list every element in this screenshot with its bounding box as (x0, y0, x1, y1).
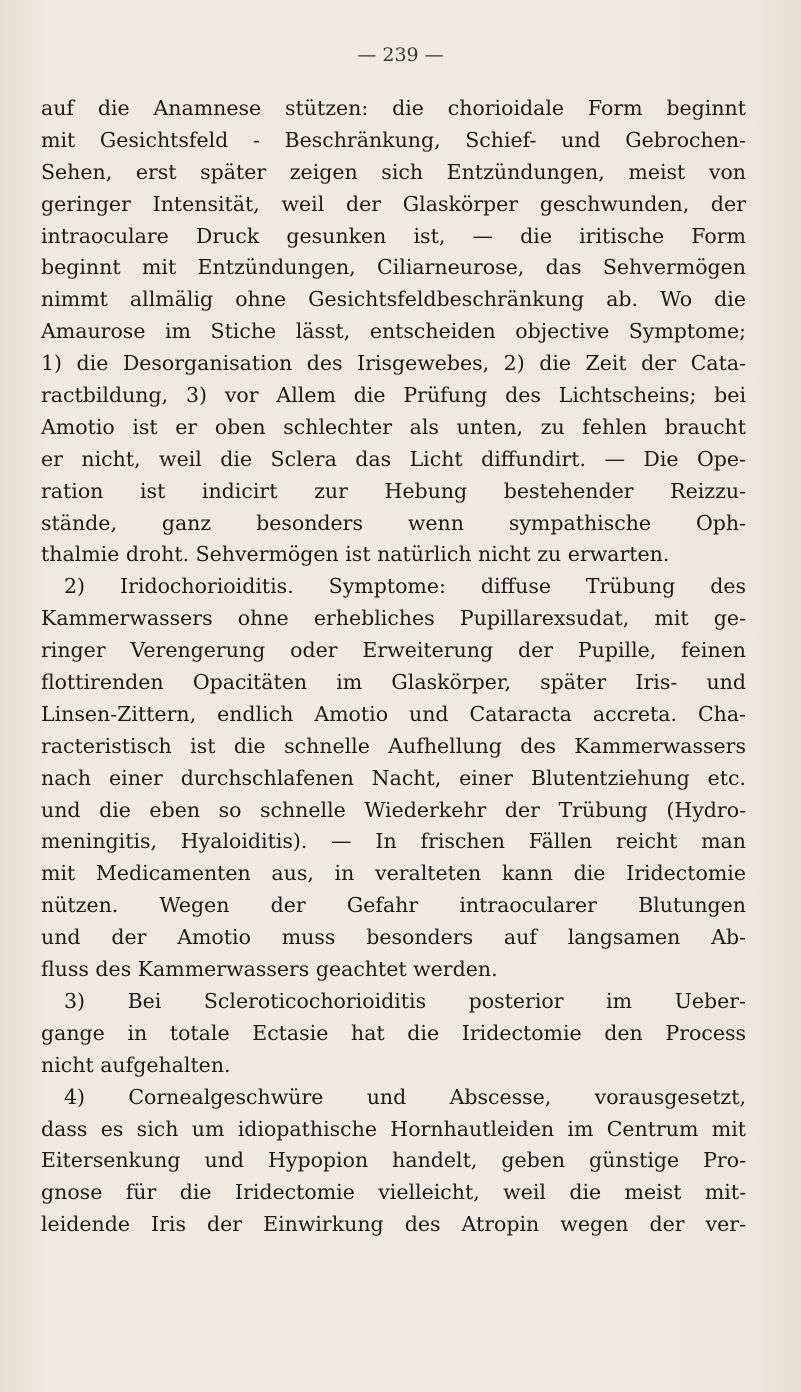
body-text (41, 93, 746, 1241)
text-line: Sehen, erst später zeigen sich Entzündungen, meist von (41, 159, 746, 184)
text-line: beginnt mit Entzündungen, Ciliarneurose, das Sehvermögen (41, 255, 746, 280)
text-line: stände, ganz besonders wenn sympathische Oph- (41, 510, 746, 535)
text-line: gange in totale Ectasie hat die Iridectomie den Process (41, 1020, 746, 1045)
text-line: nach einer durchschlafenen Nacht, einer Blutentziehung etc. (41, 765, 746, 790)
text-line: nimmt allmälig ohne Gesichtsfeldbeschränkung ab. Wo die (41, 287, 746, 312)
text-line: 4) Cornealgeschwüre und Abscesse, vorausgesetzt, (64, 1084, 746, 1109)
text-line: und die eben so schnelle Wiederkehr der Trübung (Hydro- (41, 797, 746, 822)
text-line: Eitersenkung und Hypopion handelt, geben günstige Pro- (41, 1148, 746, 1173)
text-line: 1) die Desorganisation des Irisgewebes, 2) die Zeit der Cata- (41, 351, 746, 376)
text-line: mit Gesichtsfeld - Beschränkung, Schief- und Gebrochen- (41, 127, 746, 152)
text-line: nützen. Wegen der Gefahr intraocularer Blutungen (41, 893, 746, 918)
text-line: racteristisch ist die schnelle Aufhellung des Kammerwassers (41, 733, 746, 758)
text-line: und der Amotio muss besonders auf langsamen Ab- (41, 925, 746, 950)
text-line: ration ist indicirt zur Hebung bestehender Reizzu- (41, 478, 746, 503)
text-line: flottirenden Opacitäten im Glaskörper, später Iris- und (41, 670, 746, 695)
text-line: meningitis, Hyaloiditis). — In frischen Fällen reicht man (41, 829, 746, 854)
text-line: ringer Verengerung oder Erweiterung der Pupille, feinen (41, 638, 746, 663)
text-line: Amotio ist er oben schlechter als unten, zu fehlen braucht (41, 414, 746, 439)
text-line: 3) Bei Scleroticochorioiditis posterior im Ueber- (64, 988, 746, 1013)
text-line: intraoculare Druck gesunken ist, — die iritische Form (41, 223, 746, 248)
text-line: mit Medicamenten aus, in veralteten kann die Iridectomie (41, 861, 746, 886)
text-line: gnose für die Iridectomie vielleicht, weil die meist mit- (41, 1180, 746, 1205)
text-line: Amaurose im Stiche lässt, entscheiden objective Symptome; (41, 319, 746, 344)
text-line: 2) Iridochorioiditis. Symptome: diffuse Trübung des (64, 574, 746, 599)
page-number: — 239 — (357, 44, 444, 66)
text-line: dass es sich um idiopathische Hornhautleiden im Centrum mit (41, 1116, 746, 1141)
text-line: leidende Iris der Einwirkung des Atropin wegen der ver- (41, 1212, 746, 1237)
text-line: auf die Anamnese stützen: die chorioidale Form beginnt (41, 96, 746, 120)
text-line: Kammerwassers ohne erhebliches Pupillarexsudat, mit ge- (41, 606, 746, 631)
text-line: geringer Intensität, weil der Glaskörper geschwunden, der (41, 191, 746, 216)
text-line: Linsen-Zittern, endlich Amotio und Cataracta accreta. Cha- (41, 701, 746, 726)
text-line: nicht aufgehalten. (41, 1052, 231, 1077)
text-line: er nicht, weil die Sclera das Licht diffundirt. — Die Ope- (41, 446, 746, 471)
text-line: ractbildung, 3) vor Allem die Prüfung des Lichtscheins; bei (41, 383, 746, 408)
text-line: fluss des Kammerwassers geachtet werden. (41, 957, 498, 982)
text-line: thalmie droht. Sehvermögen ist natürlich nicht zu erwarten. (41, 542, 670, 567)
